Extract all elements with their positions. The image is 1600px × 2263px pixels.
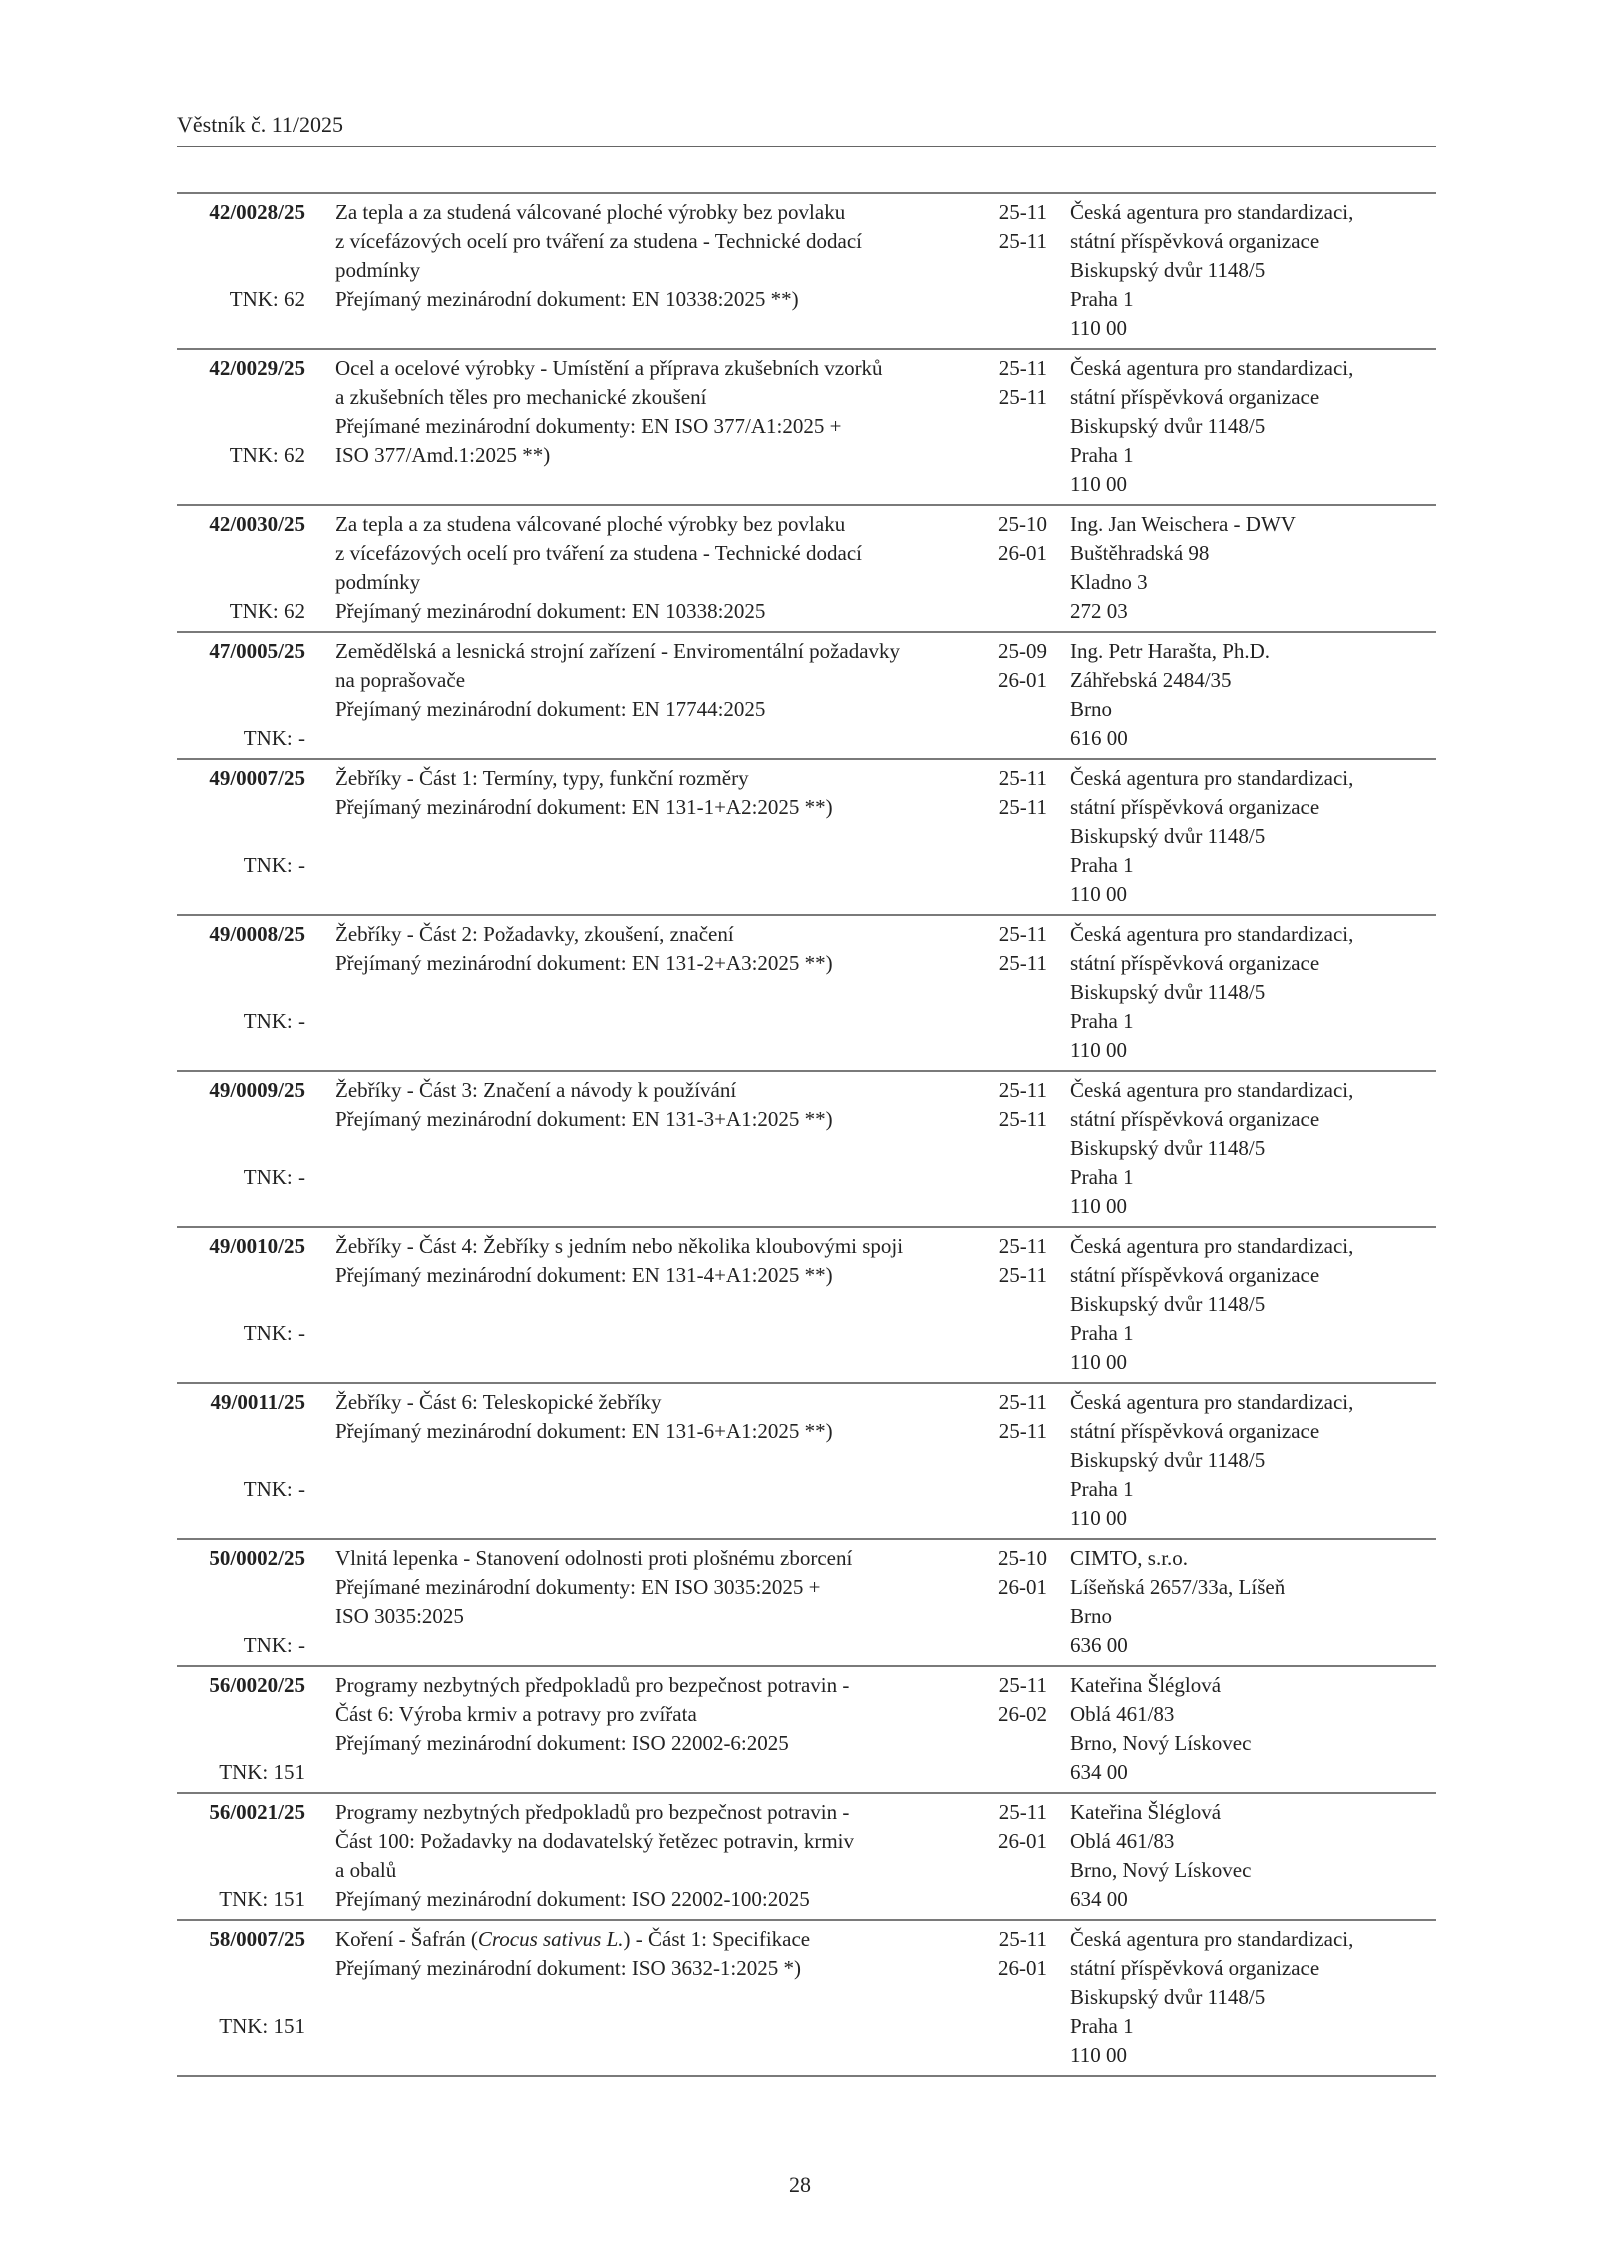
address-cell bbox=[1070, 1925, 1353, 2070]
date-value: 25-09 bbox=[998, 639, 1047, 663]
description-line: Přejímaný mezinárodní dokument: ISO 22002-6:2025 bbox=[335, 1731, 789, 1755]
description-line: Přejímané mezinárodní dokumenty: EN ISO 377/A1:2025 + bbox=[335, 414, 842, 438]
address-line: Biskupský dvůr 1148/5 bbox=[1070, 1136, 1266, 1160]
address-line: Biskupský dvůr 1148/5 bbox=[1070, 414, 1266, 438]
address-cell bbox=[1070, 1671, 1251, 1787]
address-cell bbox=[1070, 1232, 1353, 1377]
tnk-label: TNK: 151 bbox=[219, 1760, 305, 1784]
description-line: ISO 3035:2025 bbox=[335, 1604, 464, 1628]
description-cell bbox=[335, 1232, 995, 1377]
description-cell bbox=[335, 1388, 995, 1533]
description-line: a zkušebních těles pro mechanické zkoušení bbox=[335, 385, 707, 409]
date-value: 25-11 bbox=[998, 766, 1047, 790]
standard-number: 42/0028/25 bbox=[209, 200, 305, 224]
address-line: Brno, Nový Lískovec bbox=[1070, 1731, 1252, 1755]
address-cell bbox=[1070, 920, 1353, 1065]
description-cell bbox=[335, 1544, 995, 1660]
address-line: Praha 1 bbox=[1070, 853, 1134, 877]
description-line: Přejímaný mezinárodní dokument: EN 131-1+A2:2025 **) bbox=[335, 795, 833, 819]
number-cell bbox=[177, 1671, 305, 1787]
address-cell bbox=[1070, 1076, 1353, 1221]
tnk-label: TNK: 151 bbox=[219, 2014, 305, 2038]
dates-cell bbox=[987, 1544, 1047, 1660]
date-value: 25-11 bbox=[998, 229, 1047, 253]
date-value: 25-11 bbox=[998, 1673, 1047, 1697]
address-line: státní příspěvková organizace bbox=[1070, 229, 1320, 253]
date-value: 25-11 bbox=[998, 1390, 1047, 1414]
dates-cell bbox=[987, 1076, 1047, 1221]
description-line: Zemědělská a lesnická strojní zařízení - Enviromentální požadavky bbox=[335, 639, 901, 663]
description-cell bbox=[335, 920, 995, 1065]
address-line: 616 00 bbox=[1070, 726, 1128, 750]
standard-number: 49/0007/25 bbox=[209, 766, 305, 790]
description-line: Přejímaný mezinárodní dokument: EN 10338:2025 **) bbox=[335, 287, 799, 311]
address-line: Česká agentura pro standardizaci, bbox=[1070, 766, 1354, 790]
description-line: Žebříky - Část 3: Značení a návody k používání bbox=[335, 1078, 737, 1102]
number-cell bbox=[177, 1388, 305, 1533]
description-line: Za tepla a za studena válcované ploché výrobky bez povlaku bbox=[335, 512, 846, 536]
date-value: 25-11 bbox=[998, 1800, 1047, 1824]
address-line: 110 00 bbox=[1070, 472, 1127, 496]
address-line: státní příspěvková organizace bbox=[1070, 385, 1320, 409]
description-line: Žebříky - Část 4: Žebříky s jedním nebo několika kloubovými spoji bbox=[335, 1234, 904, 1258]
description-cell bbox=[335, 510, 995, 626]
address-line: Praha 1 bbox=[1070, 1321, 1134, 1345]
dates-cell bbox=[987, 1388, 1047, 1533]
description-line: Přejímané mezinárodní dokumenty: EN ISO 3035:2025 + bbox=[335, 1575, 821, 1599]
address-line: Česká agentura pro standardizaci, bbox=[1070, 200, 1354, 224]
description-line: na poprašovače bbox=[335, 668, 466, 692]
address-line: 110 00 bbox=[1070, 2043, 1127, 2067]
description-cell bbox=[335, 764, 995, 909]
description-cell bbox=[335, 354, 995, 499]
dates-cell bbox=[987, 764, 1047, 909]
address-line: Biskupský dvůr 1148/5 bbox=[1070, 1448, 1266, 1472]
address-line: 634 00 bbox=[1070, 1760, 1128, 1784]
date-value: 25-11 bbox=[998, 795, 1047, 819]
header-rule bbox=[177, 146, 1436, 147]
standard-number: 56/0021/25 bbox=[209, 1800, 305, 1824]
address-line: Praha 1 bbox=[1070, 443, 1134, 467]
address-line: 636 00 bbox=[1070, 1633, 1128, 1657]
address-line: Ing. Jan Weischera - DWV bbox=[1070, 512, 1296, 536]
description-line: Žebříky - Část 6: Teleskopické žebříky bbox=[335, 1390, 662, 1414]
description-segment: ) - Část 1: Specifikace bbox=[623, 1927, 811, 1951]
table-row bbox=[177, 350, 1436, 506]
date-value: 25-11 bbox=[998, 1263, 1047, 1287]
address-cell bbox=[1070, 1544, 1285, 1660]
description-line: Žebříky - Část 2: Požadavky, zkoušení, značení bbox=[335, 922, 734, 946]
table-row bbox=[177, 1794, 1436, 1921]
description-line: Část 100: Požadavky na dodavatelský řetězec potravin, krmiv bbox=[335, 1829, 855, 1853]
address-line: Praha 1 bbox=[1070, 1165, 1134, 1189]
address-line: Biskupský dvůr 1148/5 bbox=[1070, 258, 1266, 282]
italic-species-name: Crocus sativus L. bbox=[477, 1927, 624, 1951]
date-value: 25-11 bbox=[998, 1078, 1047, 1102]
address-line: Česká agentura pro standardizaci, bbox=[1070, 1234, 1354, 1258]
description-cell bbox=[335, 637, 995, 753]
table-row bbox=[177, 1921, 1436, 2077]
description-line: Žebříky - Část 1: Termíny, typy, funkční rozměry bbox=[335, 766, 749, 790]
address-line: státní příspěvková organizace bbox=[1070, 951, 1320, 975]
tnk-label: TNK: - bbox=[243, 1633, 305, 1657]
description-line: Přejímaný mezinárodní dokument: EN 10338:2025 bbox=[335, 599, 766, 623]
address-line: Česká agentura pro standardizaci, bbox=[1070, 922, 1354, 946]
description-line: z vícefázových ocelí pro tváření za studena - Technické dodací bbox=[335, 229, 862, 253]
date-value: 26-02 bbox=[998, 1702, 1047, 1726]
number-cell bbox=[177, 764, 305, 909]
description-line: Přejímaný mezinárodní dokument: EN 131-6+A1:2025 **) bbox=[335, 1419, 833, 1443]
address-line: Ing. Petr Harašta, Ph.D. bbox=[1070, 639, 1271, 663]
date-value: 25-10 bbox=[998, 1546, 1047, 1570]
address-line: 110 00 bbox=[1070, 316, 1127, 340]
address-line: Česká agentura pro standardizaci, bbox=[1070, 356, 1354, 380]
table-row bbox=[177, 916, 1436, 1072]
dates-cell bbox=[987, 1671, 1047, 1787]
tnk-label: TNK: - bbox=[243, 726, 305, 750]
address-line: Praha 1 bbox=[1070, 1477, 1134, 1501]
page-number: 28 bbox=[789, 2172, 811, 2197]
address-line: Česká agentura pro standardizaci, bbox=[1070, 1390, 1354, 1414]
description-cell bbox=[335, 1076, 995, 1221]
description-line: z vícefázových ocelí pro tváření za studena - Technické dodací bbox=[335, 541, 862, 565]
table-row bbox=[177, 1072, 1436, 1228]
number-cell bbox=[177, 354, 305, 499]
address-line: státní příspěvková organizace bbox=[1070, 1107, 1320, 1131]
number-cell bbox=[177, 1232, 305, 1377]
description-line: a obalů bbox=[335, 1858, 397, 1882]
address-line: Biskupský dvůr 1148/5 bbox=[1070, 1985, 1266, 2009]
standard-number: 49/0008/25 bbox=[209, 922, 305, 946]
description-line: Přejímaný mezinárodní dokument: EN 131-4+A1:2025 **) bbox=[335, 1263, 833, 1287]
description-line: Přejímaný mezinárodní dokument: ISO 3632-1:2025 *) bbox=[335, 1956, 802, 1980]
table-row bbox=[177, 194, 1436, 350]
address-line: Kateřina Šléglová bbox=[1070, 1673, 1222, 1697]
address-line: Česká agentura pro standardizaci, bbox=[1070, 1078, 1354, 1102]
tnk-label: TNK: 62 bbox=[229, 599, 305, 623]
date-value: 26-01 bbox=[998, 668, 1047, 692]
description-cell bbox=[335, 1925, 995, 2070]
address-cell bbox=[1070, 1798, 1251, 1914]
address-line: Praha 1 bbox=[1070, 1009, 1134, 1033]
standard-number: 49/0010/25 bbox=[209, 1234, 305, 1258]
dates-cell bbox=[987, 1232, 1047, 1377]
date-value: 25-11 bbox=[998, 951, 1047, 975]
address-cell bbox=[1070, 198, 1353, 343]
standard-number: 49/0009/25 bbox=[209, 1078, 305, 1102]
address-cell bbox=[1070, 510, 1296, 626]
description-line bbox=[335, 1925, 995, 1954]
dates-cell bbox=[987, 920, 1047, 1065]
address-line: Oblá 461/83 bbox=[1070, 1702, 1175, 1726]
description-line: ISO 377/Amd.1:2025 **) bbox=[335, 443, 551, 467]
tnk-label: TNK: - bbox=[243, 1477, 305, 1501]
number-cell bbox=[177, 920, 305, 1065]
description-line: Programy nezbytných předpokladů pro bezpečnost potravin - bbox=[335, 1673, 850, 1697]
tnk-label: TNK: - bbox=[243, 853, 305, 877]
standard-number: 50/0002/25 bbox=[209, 1546, 305, 1570]
tnk-label: TNK: - bbox=[243, 1165, 305, 1189]
address-line: 110 00 bbox=[1070, 1506, 1127, 1530]
address-line: Biskupský dvůr 1148/5 bbox=[1070, 1292, 1266, 1316]
standards-table bbox=[177, 192, 1436, 2077]
description-cell bbox=[335, 198, 995, 343]
address-cell bbox=[1070, 764, 1353, 909]
table-row bbox=[177, 1228, 1436, 1384]
standard-number: 58/0007/25 bbox=[209, 1927, 305, 1951]
date-value: 25-11 bbox=[998, 1234, 1047, 1258]
address-line: Brno, Nový Lískovec bbox=[1070, 1858, 1252, 1882]
tnk-label: TNK: - bbox=[243, 1009, 305, 1033]
address-line: 110 00 bbox=[1070, 882, 1127, 906]
number-cell bbox=[177, 1544, 305, 1660]
date-value: 25-10 bbox=[998, 512, 1047, 536]
date-value: 25-11 bbox=[998, 200, 1047, 224]
address-line: Kateřina Šléglová bbox=[1070, 1800, 1222, 1824]
dates-cell bbox=[987, 354, 1047, 499]
address-line: Brno bbox=[1070, 1604, 1112, 1628]
dates-cell bbox=[987, 1925, 1047, 2070]
address-line: Oblá 461/83 bbox=[1070, 1829, 1175, 1853]
number-cell bbox=[177, 1798, 305, 1914]
address-line: státní příspěvková organizace bbox=[1070, 1263, 1320, 1287]
dates-cell bbox=[987, 1798, 1047, 1914]
table-row bbox=[177, 633, 1436, 760]
date-value: 25-11 bbox=[998, 1419, 1047, 1443]
description-line: podmínky bbox=[335, 258, 421, 282]
address-line: státní příspěvková organizace bbox=[1070, 1419, 1320, 1443]
standard-number: 47/0005/25 bbox=[209, 639, 305, 663]
address-line: Praha 1 bbox=[1070, 287, 1134, 311]
table-row bbox=[177, 760, 1436, 916]
table-row bbox=[177, 1384, 1436, 1540]
date-value: 26-01 bbox=[998, 1829, 1047, 1853]
address-line: Záhřebská 2484/35 bbox=[1070, 668, 1232, 692]
dates-cell bbox=[987, 637, 1047, 753]
date-value: 26-01 bbox=[998, 541, 1047, 565]
description-line: Programy nezbytných předpokladů pro bezpečnost potravin - bbox=[335, 1800, 850, 1824]
dates-cell bbox=[987, 510, 1047, 626]
date-value: 25-11 bbox=[998, 356, 1047, 380]
table-row bbox=[177, 1540, 1436, 1667]
address-cell bbox=[1070, 1388, 1353, 1533]
description-line: Přejímaný mezinárodní dokument: EN 17744:2025 bbox=[335, 697, 766, 721]
description-line: Přejímaný mezinárodní dokument: ISO 22002-100:2025 bbox=[335, 1887, 810, 1911]
table-row bbox=[177, 506, 1436, 633]
address-line: státní příspěvková organizace bbox=[1070, 1956, 1320, 1980]
address-cell bbox=[1070, 637, 1270, 753]
address-line: státní příspěvková organizace bbox=[1070, 795, 1320, 819]
address-line: 634 00 bbox=[1070, 1887, 1128, 1911]
standard-number: 49/0011/25 bbox=[210, 1390, 305, 1414]
date-value: 25-11 bbox=[998, 922, 1047, 946]
tnk-label: TNK: 62 bbox=[229, 287, 305, 311]
description-line: Vlnitá lepenka - Stanovení odolnosti proti plošnému zborcení bbox=[335, 1546, 853, 1570]
dates-cell bbox=[987, 198, 1047, 343]
address-line: 110 00 bbox=[1070, 1038, 1127, 1062]
address-line: 110 00 bbox=[1070, 1194, 1127, 1218]
address-line: CIMTO, s.r.o. bbox=[1070, 1546, 1189, 1570]
description-line: Část 6: Výroba krmiv a potravy pro zvířata bbox=[335, 1702, 697, 1726]
address-cell bbox=[1070, 354, 1353, 499]
address-line: Brno bbox=[1070, 697, 1112, 721]
tnk-label: TNK: - bbox=[243, 1321, 305, 1345]
date-value: 25-11 bbox=[998, 1107, 1047, 1131]
description-line: Ocel a ocelové výrobky - Umístění a příprava zkušebních vzorků bbox=[335, 356, 883, 380]
address-line: Biskupský dvůr 1148/5 bbox=[1070, 980, 1266, 1004]
journal-header-title: Věstník č. 11/2025 bbox=[177, 112, 343, 137]
tnk-label: TNK: 151 bbox=[219, 1887, 305, 1911]
number-cell bbox=[177, 637, 305, 753]
standard-number: 56/0020/25 bbox=[209, 1673, 305, 1697]
number-cell bbox=[177, 1925, 305, 2070]
address-line: Kladno 3 bbox=[1070, 570, 1148, 594]
address-line: Česká agentura pro standardizaci, bbox=[1070, 1927, 1354, 1951]
address-line: 110 00 bbox=[1070, 1350, 1127, 1374]
date-value: 25-11 bbox=[998, 385, 1047, 409]
description-cell bbox=[335, 1671, 995, 1787]
table-row bbox=[177, 1667, 1436, 1794]
description-line: Přejímaný mezinárodní dokument: EN 131-3+A1:2025 **) bbox=[335, 1107, 833, 1131]
standard-number: 42/0029/25 bbox=[209, 356, 305, 380]
number-cell bbox=[177, 1076, 305, 1221]
address-line: Praha 1 bbox=[1070, 2014, 1134, 2038]
address-line: Líšeňská 2657/33a, Líšeň bbox=[1070, 1575, 1286, 1599]
address-line: 272 03 bbox=[1070, 599, 1128, 623]
description-line: podmínky bbox=[335, 570, 421, 594]
address-line: Buštěhradská 98 bbox=[1070, 541, 1210, 565]
number-cell bbox=[177, 198, 305, 343]
description-line: Přejímaný mezinárodní dokument: EN 131-2+A3:2025 **) bbox=[335, 951, 833, 975]
description-segment: Koření - Šafrán ( bbox=[335, 1927, 478, 1951]
description-line: Za tepla a za studená válcované ploché výrobky bez povlaku bbox=[335, 200, 846, 224]
standard-number: 42/0030/25 bbox=[209, 512, 305, 536]
date-value: 26-01 bbox=[998, 1575, 1047, 1599]
tnk-label: TNK: 62 bbox=[229, 443, 305, 467]
date-value: 25-11 bbox=[998, 1927, 1047, 1951]
date-value: 26-01 bbox=[998, 1956, 1047, 1980]
number-cell bbox=[177, 510, 305, 626]
address-line: Biskupský dvůr 1148/5 bbox=[1070, 824, 1266, 848]
description-cell bbox=[335, 1798, 995, 1914]
